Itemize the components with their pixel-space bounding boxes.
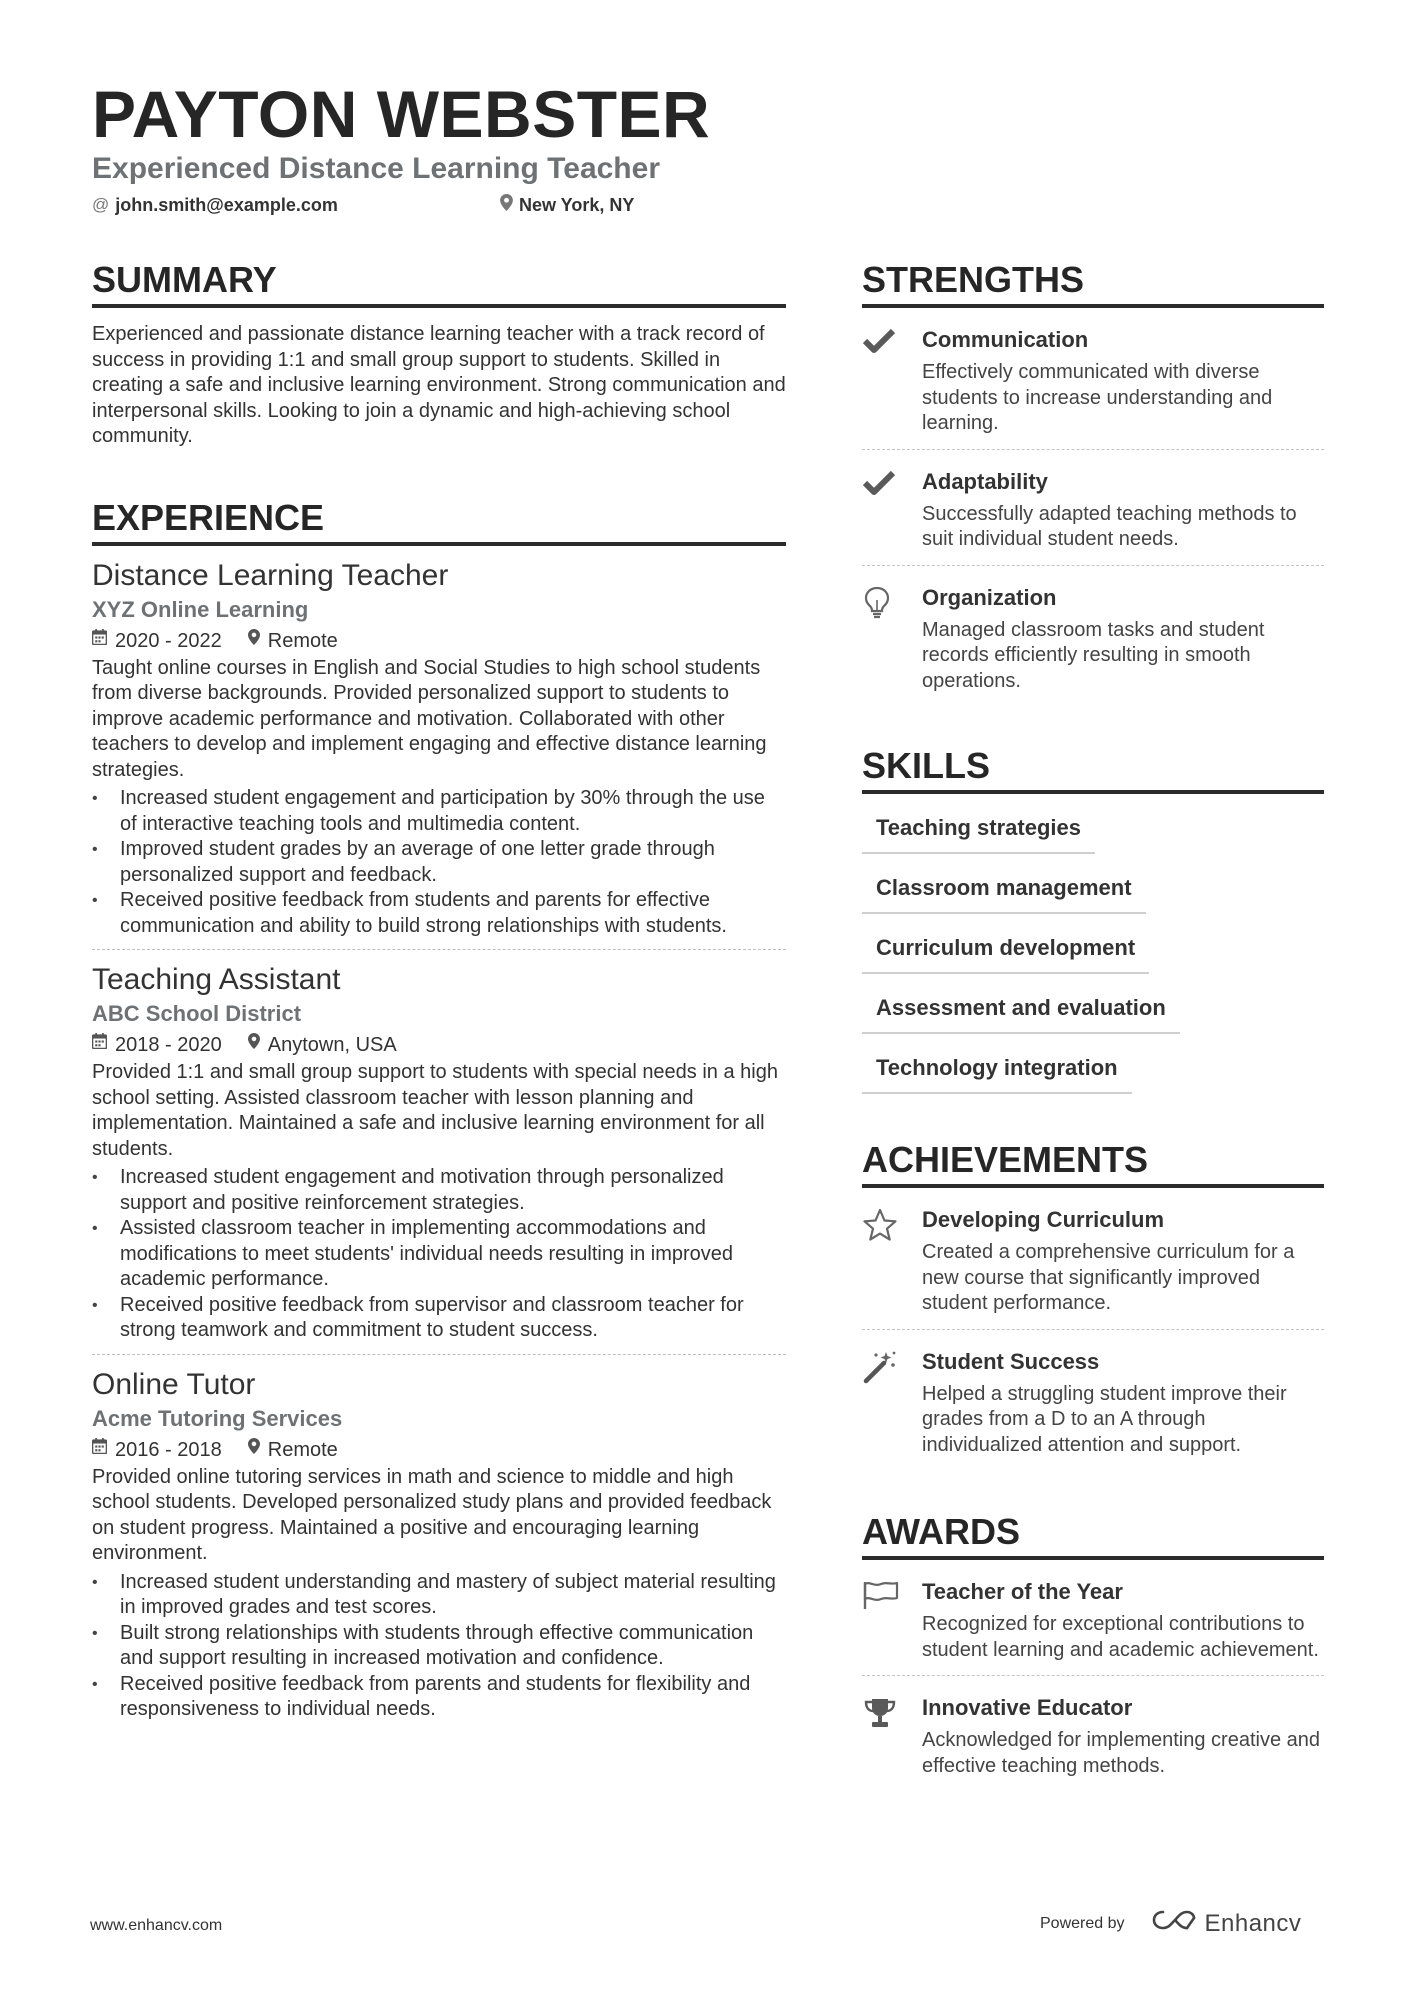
job-location: Remote: [267, 1438, 338, 1461]
job-title: Teaching Assistant: [92, 963, 341, 996]
job-location: Remote: [267, 629, 338, 652]
contact-email: [92, 193, 338, 217]
job-dates: 2018 - 2020: [115, 1034, 222, 1056]
location-pin-icon: [248, 1030, 260, 1060]
achievement-item: [862, 1330, 1324, 1471]
location-pin-icon: [248, 626, 260, 656]
job-company: XYZ Online Learning: [92, 596, 309, 622]
job-bullets: [92, 1570, 786, 1723]
list-item: • Increased student engagement and motivation through personalized support and positive reinforcement strategies.: [92, 1165, 786, 1216]
skills-list: [862, 794, 1324, 1094]
right-column: [862, 258, 1324, 1791]
job-dates: 2016 - 2018: [115, 1438, 222, 1461]
list-item: • Improved student grades by an average of one letter grade through personalized support and feedback.: [92, 837, 786, 888]
candidate-name: PAYTON WEBSTER: [92, 77, 711, 151]
job-meta: [92, 1435, 786, 1465]
location-text: New York, NY: [519, 195, 635, 215]
skill-tag: Curriculum development: [862, 928, 1149, 974]
strength-desc: Managed classroom tasks and student records efficiently resulting in smooth operations.: [922, 618, 1265, 692]
check-icon: [862, 326, 922, 437]
at-icon: @: [92, 195, 110, 214]
strength-title: Organization: [922, 584, 1057, 610]
achievement-title: Developing Curriculum: [922, 1207, 1165, 1232]
calendar-icon: [92, 1030, 107, 1060]
calendar-icon: [92, 1435, 107, 1465]
job-company: Acme Tutoring Services: [92, 1405, 343, 1431]
enhancv-logo-icon: [1151, 1908, 1197, 1939]
strengths-heading: STRENGTHS: [862, 258, 1324, 308]
experience-list: [92, 546, 786, 1723]
list-item: • Built strong relationships with students through effective communication and support resulting in increased motivation and confidence.: [92, 1621, 786, 1672]
job-meta: [92, 1030, 786, 1060]
skill-tag: Assessment and evaluation: [862, 988, 1180, 1034]
job-description: Provided 1:1 and small group support to students with special needs in a high school setting. Assisted classroom teacher with lesson planning and implementation. Maintained a safe and inclusive learning environment for all students.: [92, 1061, 778, 1160]
brand-name: Enhancv: [1204, 1909, 1302, 1937]
experience-heading: EXPERIENCE: [92, 496, 786, 546]
job-dates: 2020 - 2022: [115, 629, 222, 652]
achievement-title: Student Success: [922, 1348, 1100, 1374]
job-title: Distance Learning Teacher: [92, 558, 449, 592]
achievement-desc: Created a comprehensive curriculum for a new course that significantly improved student performance.: [922, 1241, 1295, 1314]
achievement-desc: Helped a struggling student improve their grades from a D to an A through individualized attention and support.: [922, 1382, 1287, 1456]
strength-title: Adaptability: [922, 468, 1048, 494]
award-title: Innovative Educator: [922, 1695, 1133, 1720]
list-item: • Received positive feedback from students and parents for effective communication and ability to build strong relationships with students.: [92, 888, 786, 939]
list-item: • Increased student engagement and participation by 30% through the use of interactive teaching tools and multimedia content.: [92, 786, 786, 837]
strength-desc: Effectively communicated with diverse students to increase understanding and learning.: [922, 361, 1273, 434]
job-entry: [92, 950, 786, 1355]
achievement-item: [862, 1188, 1324, 1329]
email-text[interactable]: john.smith@example.com: [115, 195, 338, 215]
job-entry: [92, 1355, 786, 1723]
award-desc: Recognized for exceptional contributions to student learning and academic achievement.: [922, 1613, 1319, 1661]
footer-branding: [1040, 1908, 1301, 1939]
check-icon: [862, 468, 922, 553]
list-item: • Received positive feedback from parents and students for flexibility and responsiveness to individual needs.: [92, 1672, 786, 1723]
job-meta: [92, 626, 786, 656]
award-desc: Acknowledged for implementing creative and effective teaching methods.: [922, 1729, 1320, 1777]
summary-heading: SUMMARY: [92, 258, 786, 308]
flag-icon: [862, 1578, 922, 1663]
strength-title: Communication: [922, 327, 1089, 352]
job-description: Taught online courses in English and Social Studies to high school students from diverse backgrounds. Provided personalized support to students to improve academic performance and motivation. Collaborated with other teachers to develop and implement engaging and effective distance learning strategies.: [92, 656, 767, 781]
skill-tag: Technology integration: [862, 1048, 1132, 1094]
job-entry: [92, 546, 786, 951]
job-location: Anytown, USA: [267, 1034, 397, 1056]
star-icon: [862, 1206, 922, 1317]
skill-tag: Teaching strategies: [862, 808, 1095, 854]
magic-wand-icon: [862, 1348, 922, 1459]
strength-desc: Successfully adapted teaching methods to suit individual student needs.: [922, 502, 1297, 550]
skill-tag: Classroom management: [862, 868, 1146, 914]
location-pin-icon: [500, 193, 513, 217]
awards-heading: AWARDS: [862, 1510, 1324, 1560]
job-description: Provided online tutoring services in math and science to middle and high school students. Developed personalized study plans and provided feedback on student progress. Maintained a positive and encouraging learning environment.: [92, 1465, 772, 1564]
contact-location: [500, 193, 634, 217]
job-bullets: [92, 1165, 786, 1344]
skills-heading: SKILLS: [862, 744, 1324, 794]
brand-logo[interactable]: [1151, 1908, 1302, 1939]
job-title: Online Tutor: [92, 1367, 256, 1401]
list-item: • Increased student understanding and mastery of subject material resulting in improved grades and test scores.: [92, 1570, 786, 1621]
summary-text: Experienced and passionate distance learning teacher with a track record of success in providing 1:1 and small group support to students. Skilled in creating a safe and inclusive learning environment. Strong communication and interpersonal skills. Looking to join a dynamic and high-achieving school community.: [92, 323, 786, 447]
candidate-title: Experienced Distance Learning Teacher: [92, 152, 660, 185]
left-column: [92, 258, 786, 1723]
award-item: [862, 1560, 1324, 1675]
powered-by-text: Powered by: [1040, 1914, 1125, 1932]
strength-item: [862, 566, 1324, 707]
footer-website[interactable]: www.enhancv.com: [90, 1917, 223, 1934]
calendar-icon: [92, 626, 107, 656]
trophy-icon: [862, 1694, 922, 1779]
job-company: ABC School District: [92, 1001, 302, 1026]
strength-item: [862, 308, 1324, 449]
award-item: [862, 1676, 1324, 1791]
job-bullets: [92, 786, 786, 939]
lightbulb-icon: [862, 584, 922, 695]
strength-item: [862, 450, 1324, 565]
list-item: • Received positive feedback from supervisor and classroom teacher for strong teamwork and commitment to student success.: [92, 1293, 786, 1344]
award-title: Teacher of the Year: [922, 1579, 1123, 1604]
location-pin-icon: [248, 1435, 260, 1465]
achievements-heading: ACHIEVEMENTS: [862, 1138, 1324, 1188]
list-item: • Assisted classroom teacher in implementing accommodations and modifications to meet students' individual needs resulting in improved academic performance.: [92, 1216, 786, 1293]
